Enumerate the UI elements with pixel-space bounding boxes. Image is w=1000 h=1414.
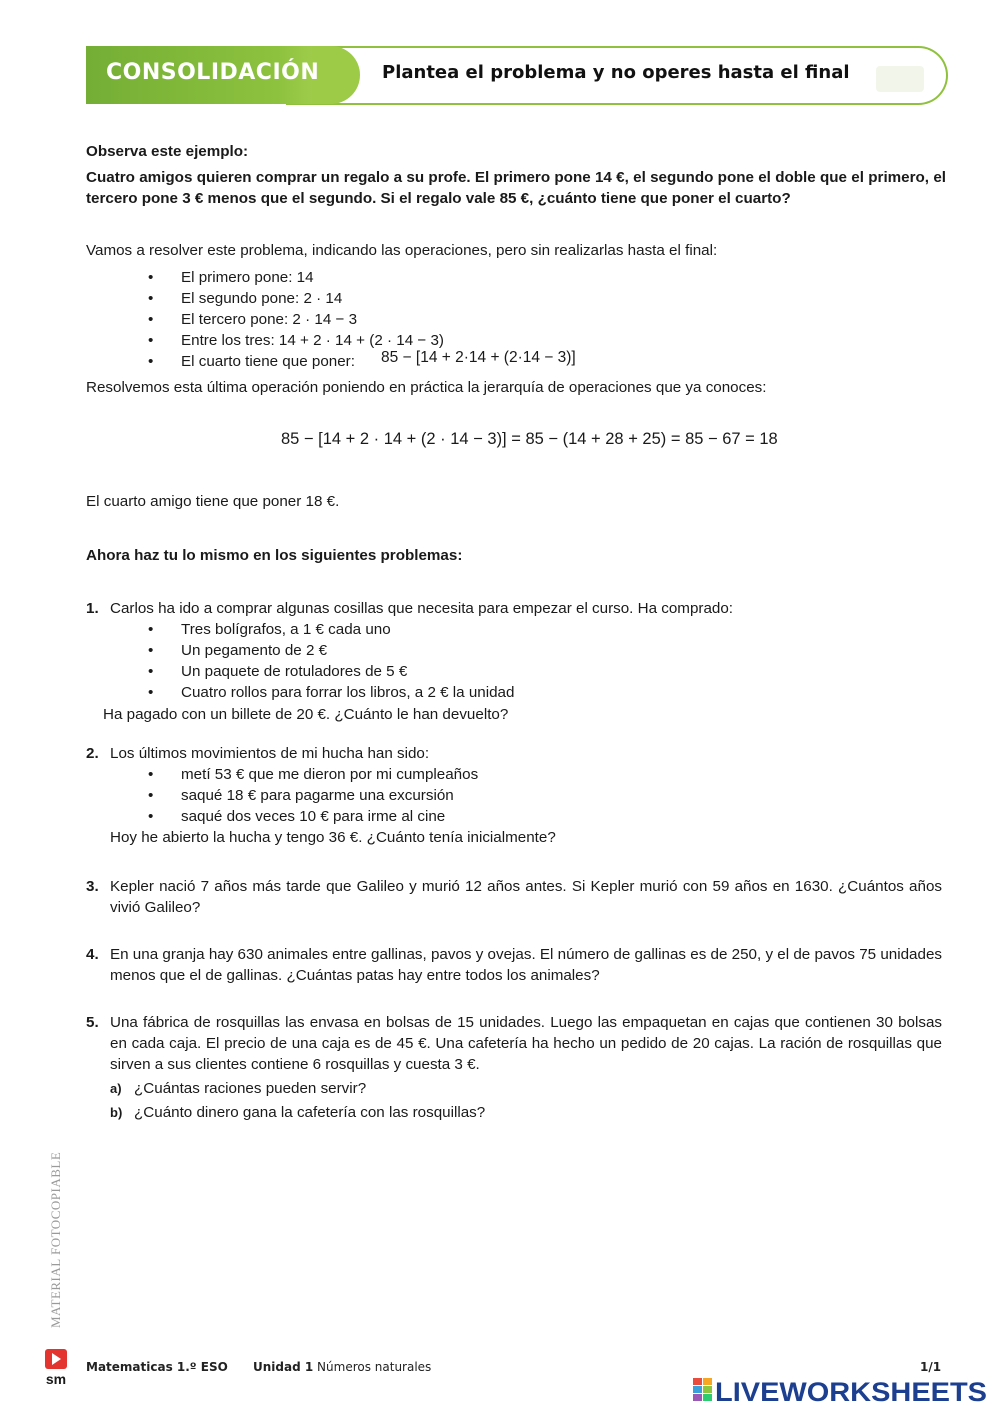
footer-unit-name: Números naturales <box>317 1360 432 1374</box>
footer-unit <box>253 1360 431 1374</box>
problem-5-part-a <box>110 1078 970 1099</box>
problem-2-number: 2. <box>86 745 99 762</box>
list-item: • El primero pone: 14 <box>148 267 444 288</box>
problem-5-number: 5. <box>86 1014 99 1031</box>
problem-1-number: 1. <box>86 600 99 617</box>
list-item: • El tercero pone: 2 · 14 − 3 <box>148 309 444 330</box>
list-item: • Un pegamento de 2 € <box>148 640 514 661</box>
step5-expression: 85 − [14 + 2·14 + (2·14 − 3)] <box>381 349 576 366</box>
publisher-name: sm <box>45 1371 67 1387</box>
problem-4-text: En una granja hay 630 animales entre gallinas, pavos y ovejas. El número de gallinas es de 250, y el de pavos 75 unidades menos que el de gallinas. ¿Cuántas patas hay entre todos los animales? <box>110 946 942 984</box>
example-statement: Cuatro amigos quieren comprar un regalo a su profe. El primero pone 14 €, el segundo pone el doble que el primero, el tercero pone 3 € menos que el segundo. Si el regalo vale 85 €, ¿cuánto tiene que poner el cuarto? <box>86 169 946 207</box>
example-intro: Observa este ejemplo: <box>86 143 249 160</box>
part-a-question: ¿Cuántas raciones pueden servir? <box>134 1080 367 1097</box>
list-item: • saqué dos veces 10 € para irme al cine <box>148 806 478 827</box>
problem-1-question: Ha pagado con un billete de 20 €. ¿Cuánto le han devuelto? <box>103 706 509 723</box>
problem-5-part-b <box>110 1102 970 1123</box>
list-item: • El segundo pone: 2 · 14 <box>148 288 444 309</box>
header-banner <box>86 46 948 104</box>
part-a-label: a) <box>110 1081 122 1096</box>
footer-subject: Matematicas 1.º ESO <box>86 1360 228 1374</box>
full-expression: 85 − [14 + 2 · 14 + (2 · 14 − 3)] = 85 − (14 + 28 + 25) = 85 − 67 = 18 <box>281 430 778 448</box>
now-you-heading: Ahora haz tu lo mismo en los siguientes problemas: <box>86 547 463 564</box>
list-item: • El cuarto tiene que poner: <box>148 351 444 372</box>
side-label: MATERIAL FOTOCOPIABLE <box>48 1151 63 1328</box>
list-item: • Entre los tres: 14 + 2 · 14 + (2 · 14 − 3) <box>148 330 444 351</box>
problem-3-text: Kepler nació 7 años más tarde que Galileo y murió 12 años antes. Si Kepler murió con 59 años en 1630. ¿Cuántos años vivió Galileo? <box>110 878 942 916</box>
hierarchy-text: Resolvemos esta última operación poniendo en práctica la jerarquía de operaciones que ya conoces: <box>86 379 767 396</box>
problem-2-question: Hoy he abierto la hucha y tengo 36 €. ¿Cuánto tenía inicialmente? <box>110 829 556 846</box>
part-b-label: b) <box>110 1105 123 1120</box>
list-item: • metí 53 € que me dieron por mi cumpleaños <box>148 764 478 785</box>
problem-1-text: Carlos ha ido a comprar algunas cosillas que necesita para empezar el curso. Ha comprado: <box>110 600 734 617</box>
list-item: • Tres bolígrafos, a 1 € cada uno <box>148 619 514 640</box>
liveworksheets-logo <box>693 1375 989 1405</box>
part-b-question: ¿Cuánto dinero gana la cafetería con las rosquillas? <box>134 1104 486 1121</box>
problem-2-items <box>148 764 478 827</box>
list-item: • Un paquete de rotuladores de 5 € <box>148 661 514 682</box>
problem-3-number: 3. <box>86 878 99 895</box>
footer-unit-label: Unidad 1 <box>253 1360 314 1374</box>
page-title: Plantea el problema y no operes hasta el final <box>382 62 850 83</box>
problem-2-text: Los últimos movimientos de mi hucha han sido: <box>110 745 430 762</box>
sm-logo-icon <box>44 1348 68 1388</box>
brand-name: LIVEWORKSHEETS <box>715 1377 987 1405</box>
header-decoration <box>876 66 924 92</box>
resolve-intro: Vamos a resolver este problema, indicando las operaciones, pero sin realizarlas hasta el final: <box>86 242 718 259</box>
problem-5-text: Una fábrica de rosquillas las envasa en bolsas de 15 unidades. Luego las empaquetan en cajas que contienen 30 bolsas en cada caja. El precio de una caja es de 45 €. Una cafetería ha hecho un pedido de 20 cajas. La ración de rosquillas que sirven a sus clientes contiene 6 rosquillas y cuesta 3 €. <box>110 1014 942 1073</box>
list-item: • saqué 18 € para pagarme una excursión <box>148 785 478 806</box>
section-label: CONSOLIDACIÓN <box>106 60 320 85</box>
problem-4-number: 4. <box>86 946 99 963</box>
problem-1-items <box>148 619 514 703</box>
list-item: • Cuatro rollos para forrar los libros, a 2 € la unidad <box>148 682 514 703</box>
example-conclusion: El cuarto amigo tiene que poner 18 €. <box>86 493 340 510</box>
footer-page-number: 1/1 <box>920 1360 942 1374</box>
